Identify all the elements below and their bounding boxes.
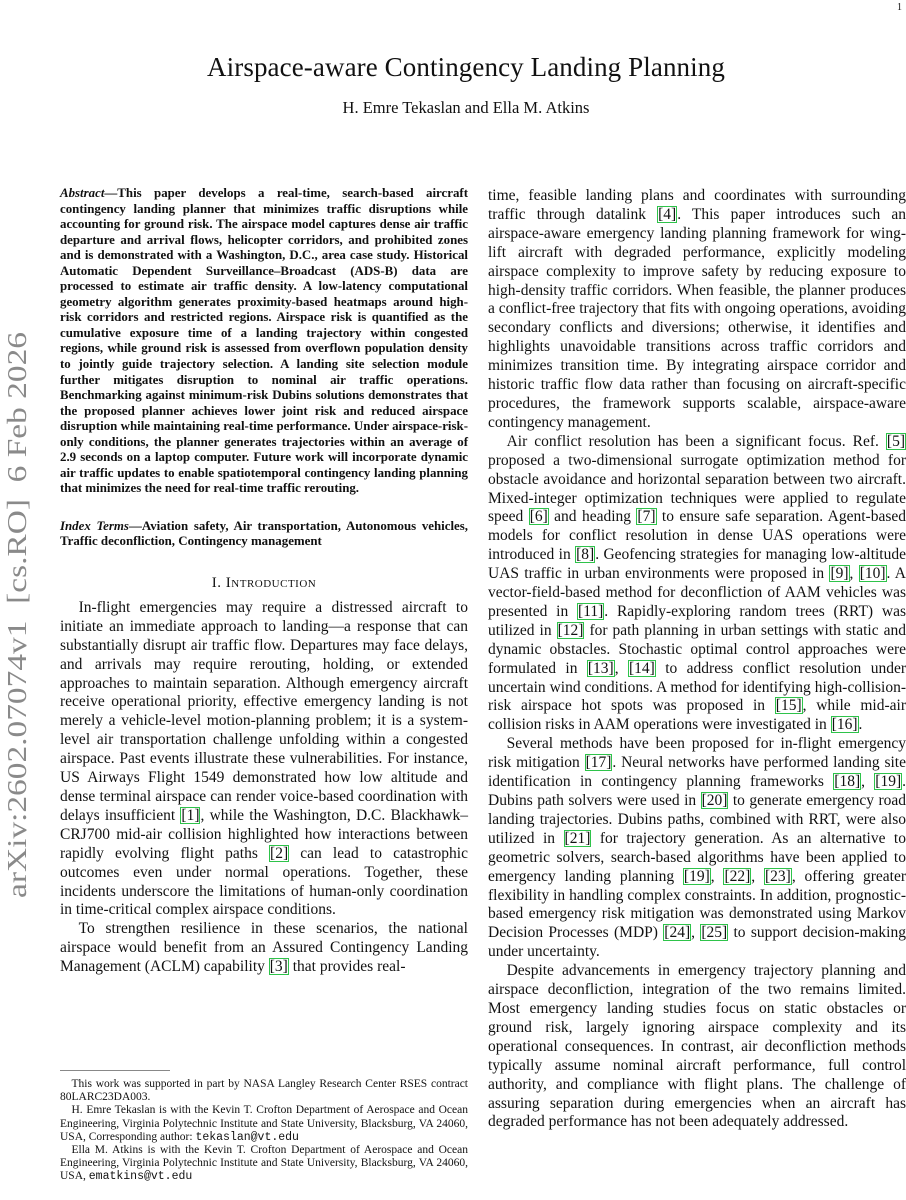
paragraph <box>488 735 906 962</box>
section-heading <box>60 574 468 593</box>
citation-link[interactable]: [6] <box>529 508 548 526</box>
text-run: , while the Washington, D.C. Blackhawk–CRJ700 mid-air collision highlighted how interactions between rapidly evolving flight paths <box>60 806 468 862</box>
citation-link[interactable]: [24] <box>664 924 691 942</box>
text-run: . Geofencing strategies for managing low-altitude UAS traffic in urban environments were proposed in <box>488 546 906 583</box>
citation-link[interactable]: [12] <box>557 621 584 639</box>
text-run: to generate emergency road landing trajectories. Dubins paths, combined with RRT, were also utilized in <box>488 792 906 847</box>
text-run: for trajectory generation. As an alternative to geometric solvers, search-based algorithms have been applied to emergency landing planning <box>488 829 906 885</box>
text-run: Air conflict resolution has been a significant focus. Ref. <box>506 432 886 450</box>
abstract-text: —This paper develops a real-time, search-based aircraft contingency landing planner that minimizes traffic disruptions while accounting for ground risk. The airspace model captures dense air traffic departure and arrival flows, helicopter corridors, and prohibited zones and is demonstrated with a Washington, D.C., area case study. Historical Automatic Dependent Surveillance–Broadcast (ADS-B) data are processed to estimate air traffic density. A low-latency computational geometry algorithm generates proximity-based heatmaps around high-risk corridors and restricted regions. Airspace risk is quantified as the cumulative exposure time of a landing trajectory within congested regions, while ground risk is assessed from overflown population density to jointly guide trajectory selection. A landing site selection module further mitigates disruption to nominal air traffic operations. Benchmarking against minimum-risk Dubins solutions demonstrates that the proposed planner achieves lower joint risk and reduced airspace disruption while maintaining real-time performance. Under airspace-risk-only conditions, the planner generates trajectories within an average of 2.9 seconds on a laptop computer. Future work will incorporate dynamic air traffic updates to enable spatiotemporal contingency landing planning that minimizes the need for real-time traffic rerouting. <box>60 186 468 496</box>
index-terms-label: Index Terms <box>60 518 129 533</box>
text-run: . Rapidly-exploring random trees (RRT) was utilized in <box>488 602 906 639</box>
citation-link[interactable]: [20] <box>701 792 728 809</box>
footnote-divider <box>60 1070 170 1071</box>
citation-link[interactable]: [9] <box>830 565 849 583</box>
citation-link[interactable]: [10] <box>859 565 886 583</box>
citation-link[interactable]: [7] <box>637 508 656 526</box>
email-link[interactable]: tekaslan@vt.edu <box>195 1130 299 1144</box>
text-run: , <box>614 659 628 677</box>
footnotes <box>60 1078 468 1184</box>
citation-link[interactable]: [19] <box>683 867 710 885</box>
citation-link[interactable]: [3] <box>269 958 288 976</box>
arxiv-identifier-svg <box>2 330 32 900</box>
section-number: I. <box>211 575 222 592</box>
text-run: Several methods have been proposed for in-flight emergency risk mitigation <box>488 735 906 772</box>
citation-link[interactable]: [25] <box>701 924 728 942</box>
index-terms-text: —Aviation safety, Air transportation, Autonomous vehicles, Traffic deconfliction, Contingency management <box>60 518 469 549</box>
footnote-author-2 <box>60 1144 468 1184</box>
text-run: , while mid-air collision risks in AAM operations were investigated in <box>488 697 906 734</box>
paragraph <box>488 187 906 433</box>
text-run: . <box>858 716 863 734</box>
paragraph <box>488 433 906 736</box>
citation-link[interactable]: [21] <box>564 829 591 847</box>
citation-link[interactable]: [4] <box>658 205 677 223</box>
text-run: for path planning in urban settings with static and dynamic obstacles. Stochastic optimal control approaches were formulated in <box>488 621 906 677</box>
abstract <box>60 186 468 497</box>
paper-authors: H. Emre Tekaslan and Ella M. Atkins <box>342 98 590 117</box>
text-run: . Neural networks have performed landing site identification in contingency planning frameworks <box>488 754 906 791</box>
citation-link[interactable]: [19] <box>875 773 902 791</box>
text-run: , <box>691 924 701 942</box>
text-run: H. Emre Tekaslan is with the Kevin T. Crofton Department of Aerospace and Ocean Engineering, Virginia Polytechnic Institute and State University, Blacksburg, VA 24060, USA, Corresponding author: <box>60 1104 468 1143</box>
citation-link[interactable]: [13] <box>587 659 614 677</box>
email-link[interactable]: ematkins@vt.edu <box>88 1170 193 1184</box>
abstract-label: Abstract <box>60 186 105 200</box>
text-run: , <box>849 565 859 583</box>
text-run: In-flight emergencies may require a distressed aircraft to initiate an immediate approach to landing—a response that can substantially disrupt air traffic flow. Departures may face delays, and arrivals may require rerouting, holding, or extended approaches to maintain separation. Although emergency aircraft receive operational priority, effective emergency landing is not merely a vehicle-level motion-planning problem; it is a system-level air transportation challenge unfolding within a congested airspace. Past events illustrate these vulnerabilities. For instance, US Airways Flight 1549 demonstrated how low altitude and dense terminal airspace can render voice-based coordination with delays insufficient <box>60 598 468 824</box>
text-run: To strengthen resilience in these scenarios, the national airspace would benefit from an Assured Contingency Landing Management (ACLM) capability <box>60 920 468 976</box>
page-number: 1 <box>897 2 902 13</box>
left-column <box>60 186 468 977</box>
index-terms <box>60 519 468 550</box>
text-run: to address conflict resolution under uncertain wind conditions. A method for identifying high-collision-risk airspace hot spots was proposed in <box>488 659 906 715</box>
footnote-author-1 <box>60 1104 468 1144</box>
text-run: to ensure safe separation. Agent-based models for conflict resolution in dense UAS operations were introduced in <box>488 508 906 564</box>
arxiv-identifier <box>2 330 32 900</box>
paragraph <box>60 599 468 920</box>
right-column <box>488 187 906 1132</box>
text-run: that provides real- <box>288 958 406 976</box>
citation-link[interactable]: [5] <box>886 432 905 450</box>
paragraph: Despite advancements in emergency trajectory planning and airspace deconfliction, integration of the two remains limited. Most emergency landing studies focus on static obstacles or ground risk, largely ignoring airspace complexity and its operational consequences. In contrast, air deconfliction methods typically assume nominal aircraft performance, full control authority, and compliance with flight plans. The challenge of assuring separation during emergencies when an aircraft has degraded performance has not been adequately addressed. <box>488 962 906 1131</box>
text-run: , offering greater flexibility in handling complex constraints. In addition, prognostic-based emergency risk mitigation was demonstrated using Markov Decision Processes (MDP) <box>488 867 906 942</box>
section-title: Introduction <box>225 575 317 592</box>
text-run: . Dubins path solvers were used in <box>488 773 906 809</box>
citation-link[interactable]: [15] <box>775 697 802 715</box>
footnote-funding: This work was supported in part by NASA Langley Research Center RSES contract 80LARC23DA003. <box>60 1078 468 1104</box>
text-run: . A vector-field-based method for deconfliction of AAM vehicles was presented in <box>488 565 906 620</box>
text-run: . This paper introduces such an airspace-aware emergency landing planning framework for wing-lift aircraft with degraded performance, explicitly modeling airspace complexity to improve safety by reducing exposure to high-density traffic corridors. When feasible, the planner produces a conflict-free trajectory that fits with ongoing operations, avoiding secondary conflicts and diversions; otherwise, it identifies and highlights unavoidable transitions across traffic corridors and minimizes transition time. By integrating airspace corridor and historic traffic flow data rather than focusing on aircraft-specific procedures, the framework supports scalable, airspace-aware contingency management. <box>488 205 906 431</box>
text-run: , <box>861 773 875 791</box>
text-run: time, feasible landing plans and coordinates with surrounding traffic through datalink <box>488 187 906 223</box>
paper-title: Airspace-aware Contingency Landing Planning <box>207 52 725 82</box>
text-run: proposed a two-dimensional surrogate optimization method for obstacle avoidance and horizontal separation between two aircraft. Mixed-integer optimization techniques were applied to regulate speed <box>488 451 906 526</box>
citation-link[interactable]: [18] <box>834 773 861 791</box>
citation-link[interactable]: [22] <box>724 867 751 885</box>
citation-link[interactable]: [17] <box>585 754 612 772</box>
citation-link[interactable]: [16] <box>831 716 858 734</box>
citation-link[interactable]: [23] <box>764 867 791 885</box>
citation-link[interactable]: [14] <box>628 659 655 677</box>
text-run: Ella M. Atkins is with the Kevin T. Crofton Department of Aerospace and Ocean Engineering, Virginia Polytechnic Institute and State University, Blacksburg, VA 24060, USA, <box>60 1144 468 1183</box>
paragraph <box>60 920 468 977</box>
text-run: can lead to catastrophic outcomes even under normal operations. Together, these incidents underscore the limitations of human-only coordination in time-critical complex airspace conditions. <box>60 844 468 919</box>
text-run: to support decision-making under uncertainty. <box>488 924 906 961</box>
intro-left-text <box>60 599 468 977</box>
citation-link[interactable]: [1] <box>181 806 200 824</box>
arxiv-identifier-text: arXiv:2602.07074v1 [cs.RO] 6 Feb 2026 <box>2 440 32 898</box>
citation-link[interactable]: [11] <box>578 602 604 620</box>
text-run: , <box>751 867 764 885</box>
citation-link[interactable]: [2] <box>270 844 289 862</box>
citation-link[interactable]: [8] <box>576 546 595 564</box>
text-run: and heading <box>548 508 637 526</box>
text-run: , <box>710 867 724 885</box>
